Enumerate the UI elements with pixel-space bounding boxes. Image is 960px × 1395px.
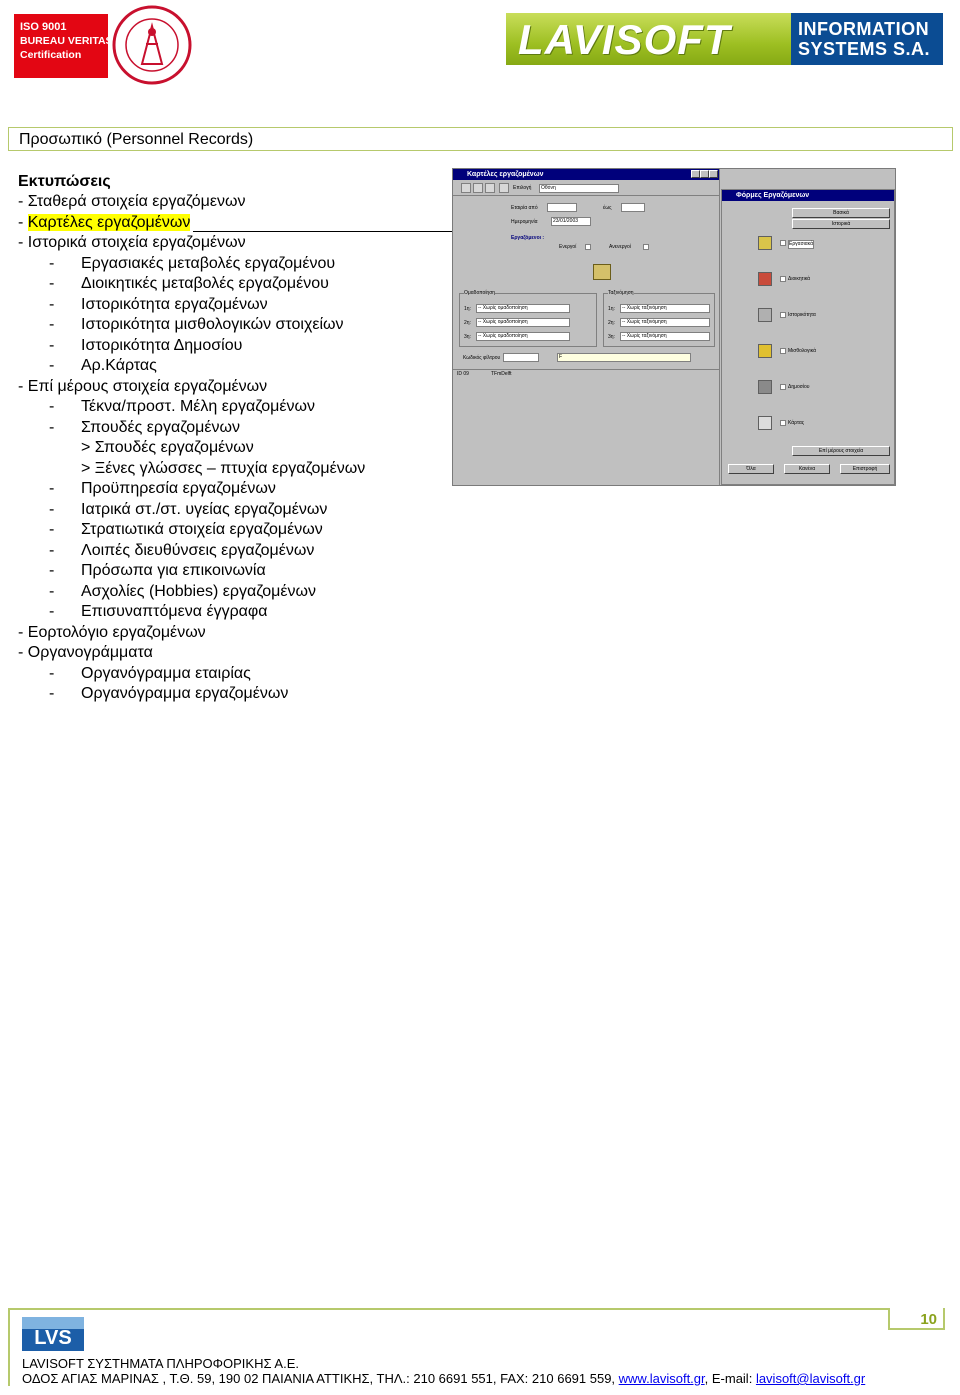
row-label: 1η: xyxy=(464,306,471,312)
item-text: Αρ.Κάρτας xyxy=(81,357,157,374)
item-text: Ιστορικά στοιχεία εργαζομένων xyxy=(27,234,246,251)
page-number: 10 xyxy=(920,1311,937,1328)
section-title: Προσωπικό (Personnel Records) xyxy=(19,131,254,148)
item-dash: - xyxy=(49,419,55,436)
item-text: Ασχολίες (Hobbies) εργαζομένων xyxy=(81,583,316,600)
lavisoft-logo xyxy=(506,13,943,65)
active-label: Ενεργοί xyxy=(559,244,577,250)
item-dash: - xyxy=(49,562,55,579)
status-bar xyxy=(453,369,719,380)
lavisoft-subtitle-line1: INFORMATION xyxy=(798,19,930,39)
item-prefix: - xyxy=(18,193,28,210)
item-prefix: - xyxy=(18,214,28,231)
item-dash: - xyxy=(49,542,55,559)
public-icon xyxy=(758,380,772,394)
list-item xyxy=(18,643,153,663)
all-button: Όλα xyxy=(728,464,774,474)
item-text: Οργανόγραμμα εργαζομένων xyxy=(81,685,289,702)
item-prefix: - xyxy=(18,624,28,641)
option-label: Εργασιακά xyxy=(789,241,813,247)
option-label: Κάρτας xyxy=(788,420,805,426)
item-text: Λοιπές διευθύνσεις εργαζομένων xyxy=(81,542,315,559)
list-heading: Εκτυπώσεις xyxy=(18,173,111,190)
item-dash: - xyxy=(49,275,55,292)
filter-label: Κωδικός φίλτρου xyxy=(463,355,501,361)
inactive-label: Ανενεργοί xyxy=(609,244,631,250)
preview-icon xyxy=(473,183,483,193)
option-label: Δημοσίου xyxy=(788,384,810,390)
details-tab: Επί μέρους στοιχεία xyxy=(792,446,890,456)
item-text: Προϋπηρεσία εργαζομένων xyxy=(81,480,276,497)
footer-address xyxy=(22,1371,865,1386)
item-text: Τέκνα/προστ. Μέλη εργαζομένων xyxy=(81,398,315,415)
item-text: Επί μέρους στοιχεία εργαζομένων xyxy=(27,378,268,395)
option-checkbox xyxy=(780,348,786,354)
item-dash: - xyxy=(49,357,55,374)
bv-certification: Certification xyxy=(20,49,82,61)
status-left: ID 09 xyxy=(457,371,469,377)
option-checkbox xyxy=(780,240,786,246)
sorting-panel xyxy=(603,290,715,347)
option-checkbox xyxy=(780,276,786,282)
option-label: Ιστορικότητα xyxy=(788,312,816,318)
employee-cards-window xyxy=(453,169,720,486)
list-item xyxy=(18,377,267,397)
app-screenshot xyxy=(452,168,896,486)
sorting-select: -- Χωρίς ταξινόμηση xyxy=(620,304,710,313)
lvs-logo xyxy=(22,1317,84,1351)
item-text: Επισυναπτόμενα έγγραφα xyxy=(81,603,268,620)
item-prefix: - xyxy=(18,378,28,395)
list-item xyxy=(18,623,206,643)
output-select: Οθόνη xyxy=(539,184,619,193)
item-text: Σπουδές εργαζομένων xyxy=(81,419,240,436)
window-toolbar xyxy=(453,181,719,196)
underline-rule xyxy=(193,231,453,232)
row-label: 3η: xyxy=(464,334,471,340)
item-dash: - xyxy=(49,665,55,682)
website-link[interactable]: www.lavisoft.gr xyxy=(618,1371,705,1386)
admin-icon xyxy=(758,272,772,286)
item-text: Εργασιακές μεταβολές εργαζομένου xyxy=(81,255,336,272)
grouping-select: -- Χωρίς ομαδοποίηση xyxy=(476,318,570,327)
iso-label: ISO 9001 xyxy=(20,21,67,33)
bureau-veritas-logo xyxy=(14,4,194,86)
section-title-bar xyxy=(8,127,953,151)
filter-value-field: F xyxy=(557,353,691,362)
row-label: 1η: xyxy=(608,306,615,312)
company-from-field xyxy=(547,203,577,212)
option-label: Διοικητικά xyxy=(788,276,811,282)
bv-name: BUREAU VERITAS xyxy=(20,35,113,47)
list-item xyxy=(18,213,190,233)
address-text: ΟΔΟΣ ΑΓΙΑΣ ΜΑΡΙΝΑΣ , Τ.Θ. 59, 190 02 ΠΑΙΑΝΙΑ ΑΤΤΙΚΗΣ, ΤΗΛ.: 210 6691 551, FAX: 210 6691 559, xyxy=(22,1371,619,1386)
sorting-select: -- Χωρίς ταξινόμηση xyxy=(620,318,710,327)
date-label: Ημερομηνία xyxy=(511,219,538,225)
lavisoft-wordmark: LAVISOFT xyxy=(518,16,731,63)
company-to-label: έως xyxy=(603,205,612,211)
print-icon xyxy=(461,183,471,193)
option-checkbox xyxy=(780,384,786,390)
list-item xyxy=(18,233,246,253)
item-dash: - xyxy=(49,480,55,497)
item-dash: - xyxy=(49,603,55,620)
item-text: Οργανογράμματα xyxy=(27,644,153,661)
item-text: Εορτολόγιο εργαζομένων xyxy=(27,624,206,641)
item-dash: - xyxy=(49,583,55,600)
item-text: Ιστορικότητα εργαζομένων xyxy=(81,296,268,313)
item-dash: - xyxy=(49,255,55,272)
lvs-logo-text: LVS xyxy=(34,1327,72,1349)
item-text: Στρατιωτικά στοιχεία εργαζομένων xyxy=(81,521,323,538)
item-text: Ιστορικότητα μισθολογικών στοιχείων xyxy=(81,316,344,333)
footer-company: LAVISOFT ΣΥΣΤΗΜΑΤΑ ΠΛΗΡΟΦΟΡΙΚΗΣ Α.Ε. xyxy=(22,1356,299,1371)
item-dash: - xyxy=(49,398,55,415)
row-label: 2η: xyxy=(464,320,471,326)
item-dash: - xyxy=(49,501,55,518)
company-to-field xyxy=(621,203,645,212)
filter-code-field xyxy=(503,353,539,362)
option-label: Μισθολογικά xyxy=(788,348,816,354)
grouping-panel xyxy=(459,290,597,347)
date-field: 23/01/2003 xyxy=(551,217,591,226)
payroll-icon xyxy=(758,344,772,358)
item-text: Οργανόγραμμα εταιρίας xyxy=(81,665,251,682)
item-text: Πρόσωπα για επικοινωνία xyxy=(81,562,266,579)
grouping-select: -- Χωρίς ομαδοποίηση xyxy=(476,332,570,341)
export-icon xyxy=(499,183,509,193)
item-text: Σταθερά στοιχεία εργαζόμενων xyxy=(27,193,246,210)
minimize-icon xyxy=(691,170,700,178)
item-dash: - xyxy=(49,316,55,333)
tab-basic: Βασικά xyxy=(792,208,890,218)
work-icon xyxy=(758,236,772,250)
company-from-label: Εταιρία από xyxy=(511,205,538,211)
sorting-title: Ταξινόμηση xyxy=(608,290,634,296)
grouping-select: -- Χωρίς ομαδοποίηση xyxy=(476,304,570,313)
option-checkbox xyxy=(780,312,786,318)
lavisoft-logo-word-panel xyxy=(506,13,791,65)
status-right: TFmDelft xyxy=(491,371,512,377)
item-prefix: - xyxy=(18,234,28,251)
card-icon xyxy=(758,416,772,430)
maximize-icon xyxy=(700,170,709,178)
employees-label: Εργαζόμενοι : xyxy=(511,235,545,241)
email-prefix: , E-mail: xyxy=(704,1371,756,1386)
page-number-box xyxy=(888,1308,945,1330)
item-text: Ιατρικά στ./στ. υγείας εργαζομένων xyxy=(81,501,328,518)
history-icon xyxy=(758,308,772,322)
item-text: > Ξένες γλώσσες – πτυχία εργαζομένων xyxy=(81,460,366,477)
return-button: Επιστροφή xyxy=(840,464,890,474)
iso-badge xyxy=(14,14,113,78)
sorting-select: -- Χωρίς ταξινόμηση xyxy=(620,332,710,341)
item-dash: - xyxy=(49,521,55,538)
list-item xyxy=(18,192,246,212)
grouping-title: Ομαδοποίηση xyxy=(464,290,496,296)
highlighted-item-text: Καρτέλες εργαζομένων xyxy=(27,214,191,231)
printer-icon xyxy=(593,264,611,280)
item-text: > Σπουδές εργαζομένων xyxy=(81,439,254,456)
item-dash: - xyxy=(49,337,55,354)
item-text: Διοικητικές μεταβολές εργαζομένου xyxy=(81,275,329,292)
bv-seal-icon xyxy=(112,4,192,86)
row-label: 3η: xyxy=(608,334,615,340)
item-dash: - xyxy=(49,685,55,702)
close-icon xyxy=(709,170,718,178)
item-prefix: - xyxy=(18,644,28,661)
lavisoft-subtitle-line2: SYSTEMS S.A. xyxy=(798,39,931,59)
item-text: Ιστορικότητα Δημοσίου xyxy=(81,337,243,354)
row-label: 2η: xyxy=(608,320,615,326)
window-titlebar: Φόρμες Εργαζόμενων xyxy=(722,190,894,201)
option-checkbox xyxy=(780,420,786,426)
output-label: Επιλογή xyxy=(513,185,532,191)
none-button: Κανένα xyxy=(784,464,830,474)
employee-forms-window xyxy=(721,189,895,485)
lavisoft-subtitle xyxy=(798,19,930,59)
tab-history: Ιστορικά xyxy=(792,219,890,229)
email-link[interactable]: lavisoft@lavisoft.gr xyxy=(755,1371,866,1386)
save-icon xyxy=(485,183,495,193)
window-titlebar: Καρτέλες εργαζομένων xyxy=(453,169,719,180)
inactive-checkbox xyxy=(643,244,649,250)
active-checkbox xyxy=(585,244,591,250)
item-dash: - xyxy=(49,296,55,313)
